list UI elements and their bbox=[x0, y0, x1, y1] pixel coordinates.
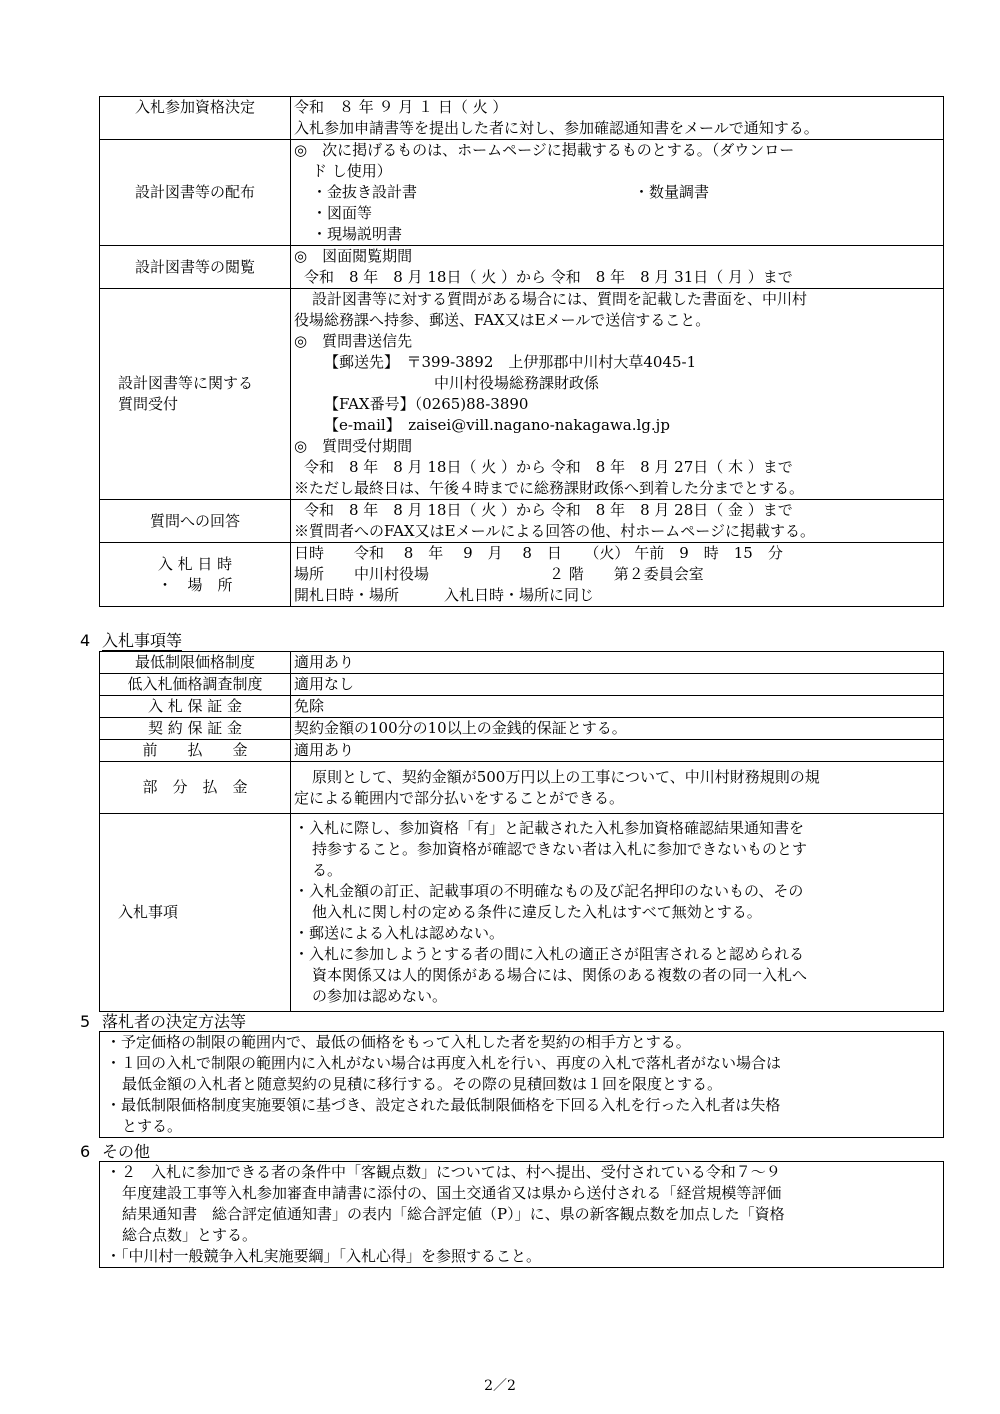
row-value: 適用あり bbox=[291, 652, 944, 674]
section-6-heading: 6 その他 bbox=[80, 1142, 151, 1161]
row-label: 設計図書等の閲覧 bbox=[100, 246, 291, 289]
row-label: 質問への回答 bbox=[100, 500, 291, 543]
row-value: 令和 8 年 8 月 18日（ 火 ）から 令和 8 年 8 月 28日（ 金 ）まで ※質問者へのFAX又はEメールによる回答の他、村ホームページに掲載する。 bbox=[291, 500, 944, 543]
table-row bbox=[100, 740, 944, 762]
row-value: 設計図書等に対する質問がある場合には、質問を記載した書面を、中川村 役場総務課へ持参、郵送、FAX又はEメールで送信すること。 ◎ 質問書送信先 【郵送先】 〒399-3892 上伊那郡中川村大草4045-1 中川村役場総務課財政係 【FAX番号】（0265)88-3890 【e-mail】 zaisei@vill.nagano-nakagawa.lg.jp ◎ 質問受付期間 令和 8 年 8 月 18日（ 火 ）から 令和 8 年 8 月 27日（ 木 ）まで ※ただし最終日は、午後４時までに総務課財政係へ到着した分までとする。 bbox=[291, 289, 944, 500]
page-number: 2／2 bbox=[484, 1378, 516, 1394]
row-label: 入札事項 bbox=[100, 814, 291, 1012]
row-label: 部 分 払 金 bbox=[100, 762, 291, 814]
row-value: 適用あり bbox=[291, 740, 944, 762]
section-5-heading: 5 落札者の決定方法等 bbox=[80, 1012, 247, 1031]
row-value: ・入札に際し、参加資格「有」と記載された入札参加資格確認結果通知書を 持参すること。参加資格が確認できない者は入札に参加できないものとす る。 ・入札金額の訂正、記載事項の不明確なもの及び記名押印のないもの、その 他入札に関し村の定める条件に違反した入札はすべて無効とする。 ・郵送による入札は認めない。 ・入札に参加しようとする者の間に入札の適正さが阻害されると認められる 資本関係又は人的関係がある場合には、関係のある複数の者の同一入札へ の参加は認めない。 bbox=[291, 814, 944, 1012]
table-row bbox=[100, 814, 944, 1012]
table-row bbox=[100, 140, 944, 246]
row-label: 前 払 金 bbox=[100, 740, 291, 762]
table-row bbox=[100, 674, 944, 696]
row-label: 契 約 保 証 金 bbox=[100, 718, 291, 740]
row-value: ◎ 次に掲げるものは、ホームページに掲載するものとする。（ダウンロー ド し使用） ・金抜き設計書 ・数量調書 ・図面等 ・現場説明書 bbox=[291, 140, 944, 246]
section-4-heading: 4 入札事項等 bbox=[80, 631, 183, 650]
row-value: ◎ 図面閲覧期間 令和 8 年 8 月 18日（ 火 ）から 令和 8 年 8 月 31日（ 月 ）まで bbox=[291, 246, 944, 289]
row-value: 令和 ８ 年 ９ 月 １ 日（ 火 ） 入札参加申請書等を提出した者に対し、参加確認通知書をメールで通知する。 bbox=[291, 97, 944, 140]
award-method-box: ・予定価格の制限の範囲内で、最低の価格をもって入札した者を契約の相手方とする。 ・１回の入札で制限の範囲内に入札がない場合は再度入札を行い、再度の入札で落札者がない場合は 最低金額の入札者と随意契約の見積に移行する。その際の見積回数は１回を限度とする。 ・最低制限価格制度実施要領に基づき、設定された最低制限価格を下回る入札を行った入札者は失格 とする。 bbox=[99, 1031, 944, 1138]
row-label: 設計図書等に関する 質問受付 bbox=[100, 289, 291, 500]
table-row bbox=[100, 718, 944, 740]
other-box: ・２ 入札に参加できる者の条件中「客観点数」については、村へ提出、受付されている令和７～９ 年度建設工事等入札参加審査申請書に添付の、国土交通省又は県から送付される「経営規模等評価 結果通知書 総合評定値通知書」の表内「総合評定値（P）」に、県の新客観点数を加点した「資格 総合点数」とする。 ・「中川村一般競争入札実施要綱」「入札心得」を参照すること。 bbox=[99, 1161, 944, 1268]
row-label: 設計図書等の配布 bbox=[100, 140, 291, 246]
row-label: 入 札 日 時 ・ 場 所 bbox=[100, 543, 291, 607]
row-label: 最低制限価格制度 bbox=[100, 652, 291, 674]
row-value: 原則として、契約金額が500万円以上の工事について、中川村財務規則の規 定による範囲内で部分払いをすることができる。 bbox=[291, 762, 944, 814]
table-row bbox=[100, 246, 944, 289]
table-row bbox=[100, 652, 944, 674]
row-value: 免除 bbox=[291, 696, 944, 718]
row-label: 低入札価格調査制度 bbox=[100, 674, 291, 696]
row-value: 契約金額の100分の10以上の金銭的保証とする。 bbox=[291, 718, 944, 740]
row-label: 入 札 保 証 金 bbox=[100, 696, 291, 718]
row-label: 入札参加資格決定 bbox=[100, 97, 291, 140]
row-value: 適用なし bbox=[291, 674, 944, 696]
bid-items-table bbox=[99, 651, 944, 1012]
table-row bbox=[100, 696, 944, 718]
table-row bbox=[100, 543, 944, 607]
row-value: 日時 令和 8 年 9 月 8 日 （火） 午前 9 時 15 分 場所 中川村役場 ２ 階 第２委員会室 開札日時・場所 入札日時・場所に同じ bbox=[291, 543, 944, 607]
schedule-table bbox=[99, 96, 944, 607]
table-row bbox=[100, 762, 944, 814]
table-row bbox=[100, 289, 944, 500]
table-row bbox=[100, 97, 944, 140]
table-row bbox=[100, 500, 944, 543]
